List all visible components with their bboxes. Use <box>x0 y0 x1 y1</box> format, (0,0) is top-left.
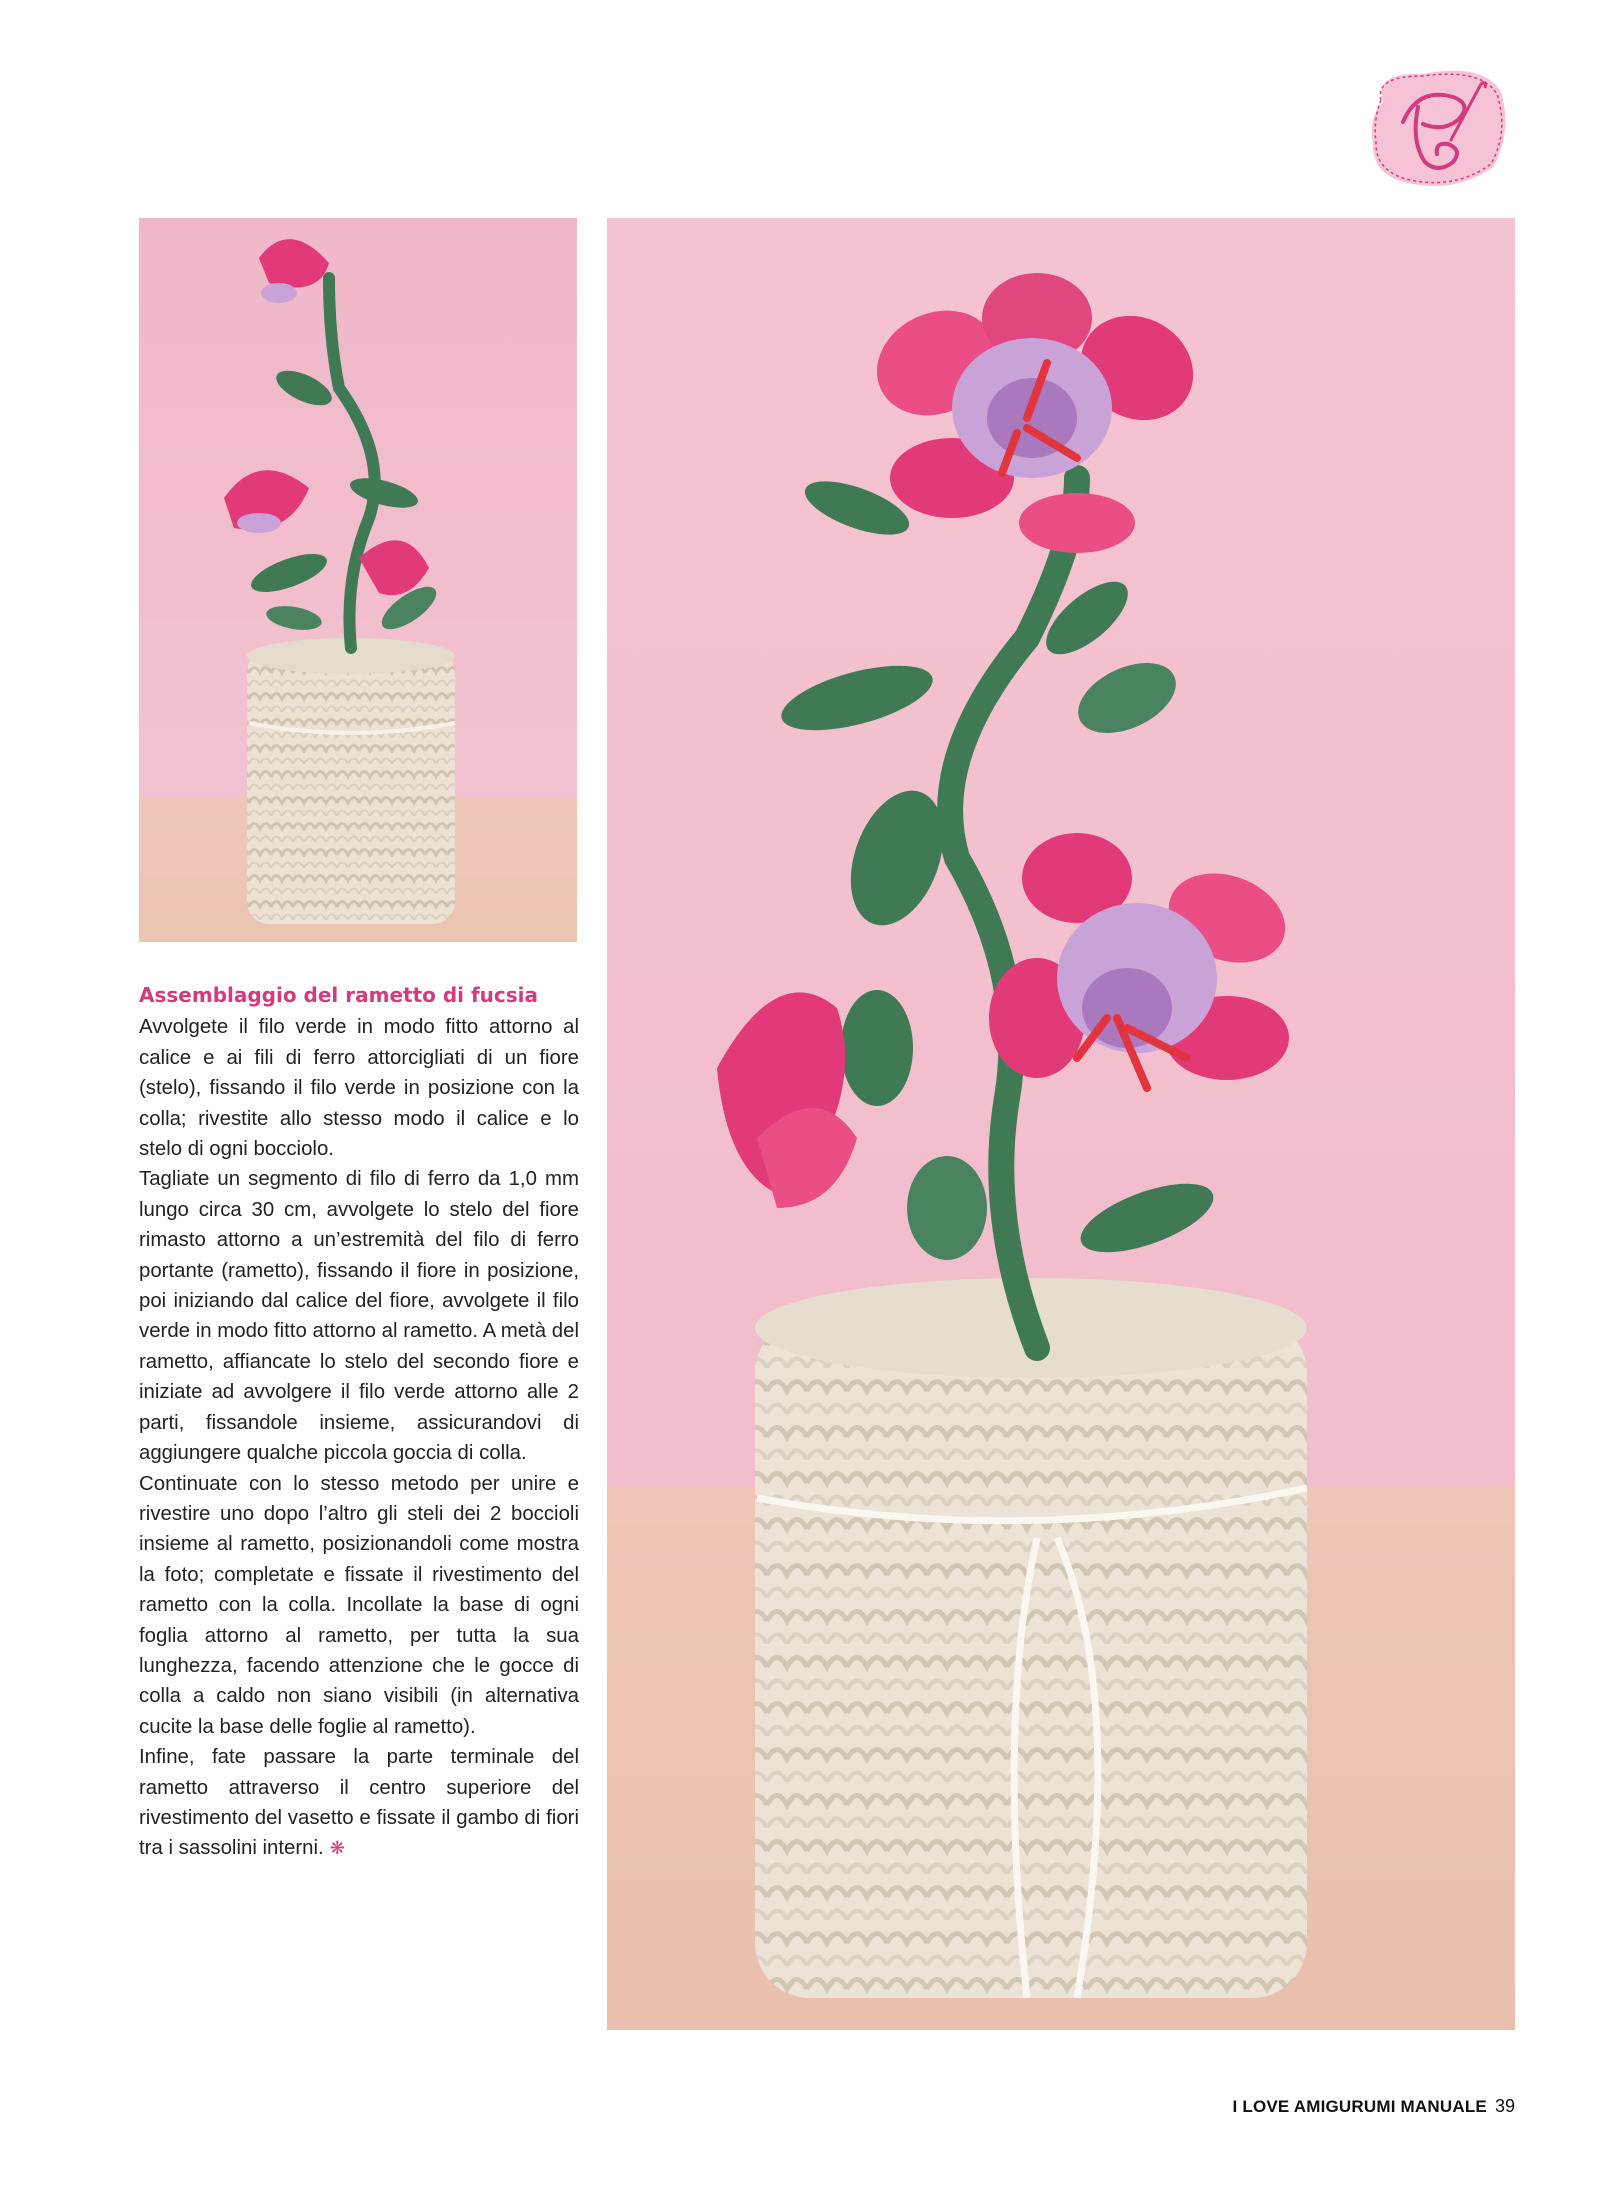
article-paragraph-text: Infine, fate passare la parte terminale del rametto attraverso il centro superiore del rivestimento del vasetto e fissate il gambo di fiori tra i sassolini interni. <box>139 1746 579 1860</box>
article-paragraph: Avvolgete il filo verde in modo fitto attorno al calice e ai fili di ferro attorcigliati di un fiore (stelo), fissando il filo verde in posizione con la colla; rivestite allo stesso modo il calice e lo stelo di ogni bocciolo. <box>139 1016 579 1161</box>
magazine-logo-icon <box>1363 62 1513 192</box>
page-number: 39 <box>1494 2096 1515 2116</box>
large-product-photo <box>607 218 1515 2030</box>
article-paragraph: Tagliate un segmento di filo di ferro da 1,0 mm lungo circa 30 cm, avvolgete lo stelo del fiore rimasto attorno a un’estremità del filo di ferro portante (rametto), fissando il fiore in posizione, poi iniziando dal calice del fiore, avvolgete il filo verde in modo fitto attorno al rametto. A metà del rametto, affiancate lo stelo del secondo fiore e iniziate ad avvolgere il filo verde attorno alle 2 parti, fissandole insieme, assicurandovi di aggiungere qualche piccola goccia di colla. <box>139 1168 579 1465</box>
article-paragraph-last <box>139 1742 579 1864</box>
article-paragraph: Continuate con lo stesso metodo per unire e rivestire uno dopo l’altro gli steli dei 2 boccioli insieme al rametto, posizionandoli come mostra la foto; completate e fissate il rivestimento del rametto con la colla. Incollate la base di ogni foglia attorno al rametto, per tutta la sua lunghezza, facendo attenzione che le gocce di colla a caldo non siano visibili (in alternativa cucite la base delle foglie al rametto). <box>139 1472 579 1738</box>
article-title: Assemblaggio del rametto di fucsia <box>139 983 539 1007</box>
small-product-photo <box>139 218 577 942</box>
magazine-title: I LOVE AMIGURUMI MANUALE <box>1232 2097 1487 2116</box>
page-footer <box>1233 2096 1515 2117</box>
article <box>139 980 579 1864</box>
end-mark-icon: ❋ <box>329 1838 345 1859</box>
